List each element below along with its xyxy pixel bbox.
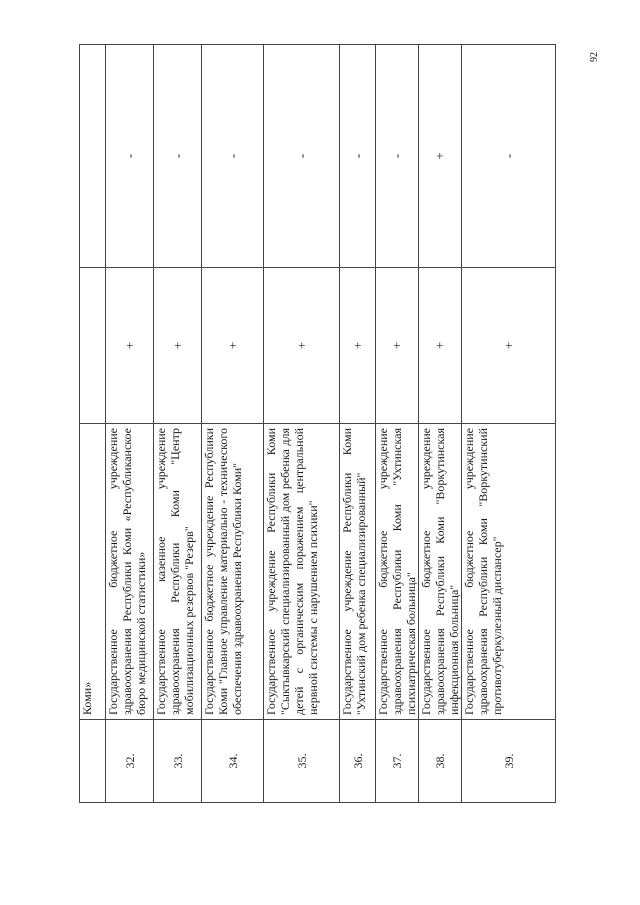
institution-name-cell: Государственное бюджетное учреждение здравоохранения Республики Коми "Ухтинская психиатрическая больница" xyxy=(376,424,419,720)
institution-name-cell: Государственное бюджетное учреждение Республики Коми "Главное управление материально - технического обеспечения здравоохранения Республики Коми" xyxy=(202,424,264,720)
mark-cell: + xyxy=(106,268,154,424)
mark-cell: - xyxy=(340,45,376,268)
row-number-cell: 32. xyxy=(106,720,154,803)
mark-cell: + xyxy=(419,268,462,424)
row-number-cell: 33. xyxy=(154,720,202,803)
mark-cell: + xyxy=(376,268,419,424)
mark-cell: - xyxy=(376,45,419,268)
table-row xyxy=(80,45,106,803)
institution-name-cell: Государственное бюджетное учреждение здравоохранения Республики Коми "Воркутинский противотуберкулезный диспансер" xyxy=(462,424,556,720)
table-row xyxy=(462,45,556,803)
mark-cell: + xyxy=(340,268,376,424)
row-number-cell: 39. xyxy=(462,720,556,803)
table-row xyxy=(106,45,154,803)
mark-cell: - xyxy=(462,45,556,268)
mark-cell: + xyxy=(154,268,202,424)
row-number-cell xyxy=(80,720,106,803)
institution-name-cell: Государственное бюджетное учреждение здравоохранения Республики Коми "Воркутинская инфекционная больница" xyxy=(419,424,462,720)
mark-cell xyxy=(80,268,106,424)
mark-cell: + xyxy=(202,268,264,424)
row-number-cell: 37. xyxy=(376,720,419,803)
institution-name-cell: Государственное казенное учреждение здравоохранения Республики Коми "Центр мобилизационных резервов "Резерв" xyxy=(154,424,202,720)
institution-name-cell: Государственное учреждение Республики Коми "Сыктывкарский специализированный дом ребенка для детей с органическим поражением центральной нервной системы с нарушением психики" xyxy=(264,424,340,720)
table-row xyxy=(264,45,340,803)
mark-cell: + xyxy=(419,45,462,268)
table-row xyxy=(419,45,462,803)
mark-cell xyxy=(80,45,106,268)
table-row xyxy=(154,45,202,803)
mark-cell: + xyxy=(264,268,340,424)
mark-cell: - xyxy=(202,45,264,268)
table-row xyxy=(202,45,264,803)
row-number-cell: 38. xyxy=(419,720,462,803)
table-row xyxy=(376,45,419,803)
mark-cell: - xyxy=(264,45,340,268)
institutions-table xyxy=(79,44,556,803)
page-number: 92 xyxy=(589,52,600,62)
mark-cell: - xyxy=(106,45,154,268)
institution-name-cell: Государственное учреждение Республики Коми "Ухтинский дом ребенка специализированный" xyxy=(340,424,376,720)
mark-cell: - xyxy=(154,45,202,268)
institution-name-cell: Коми» xyxy=(80,424,106,720)
institution-name-cell: Государственное бюджетное учреждение здравоохранения Республики Коми «Республиканское бюро медицинской статистики» xyxy=(106,424,154,720)
institutions-table-container xyxy=(79,45,537,803)
row-number-cell: 36. xyxy=(340,720,376,803)
row-number-cell: 35. xyxy=(264,720,340,803)
row-number-cell: 34. xyxy=(202,720,264,803)
mark-cell: + xyxy=(462,268,556,424)
table-row xyxy=(340,45,376,803)
